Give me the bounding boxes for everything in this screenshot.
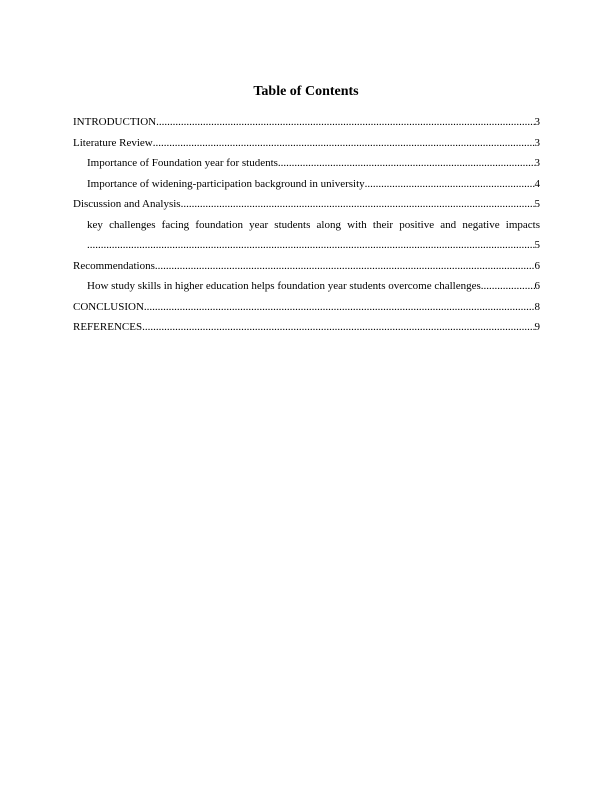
toc-entry-discussion-analysis[interactable]: [73, 194, 540, 215]
toc-entry-page: 8: [534, 300, 540, 313]
toc-entry-page: 6: [534, 259, 540, 272]
toc-entry-label: Recommendations: [73, 259, 155, 272]
toc-entry-page: 9: [534, 321, 540, 333]
toc-entry-label: How study skills in higher education helps foundation year students overcome challenges: [87, 280, 481, 292]
toc-entry-recommendations[interactable]: [73, 256, 540, 277]
toc-entry-label: Importance of widening-participation background in university: [87, 177, 365, 190]
toc-dot-leader: [481, 276, 535, 297]
toc-dot-leader: [181, 194, 535, 215]
toc-entry-label: REFERENCES: [73, 321, 143, 333]
toc-dot-leader: [365, 174, 535, 195]
toc-entry-label: key challenges facing foundation year students along with their positive and negative impacts: [87, 218, 540, 231]
toc-entry-page: 6: [534, 280, 540, 292]
toc-entry-label: Literature Review: [73, 136, 153, 149]
toc-entry-conclusion[interactable]: [73, 297, 540, 318]
toc-entry-label: Discussion and Analysis: [73, 198, 181, 210]
toc-entry-study-skills[interactable]: [73, 276, 540, 297]
toc-entry-label: CONCLUSION: [73, 300, 144, 313]
toc-entry-page: 3: [534, 157, 540, 169]
toc-entry-literature-review[interactable]: [73, 133, 540, 154]
table-of-contents: [73, 112, 540, 338]
toc-dot-leader: [153, 133, 535, 154]
toc-entry-key-challenges[interactable]: [73, 215, 540, 256]
toc-entry-importance-foundation-year[interactable]: [73, 153, 540, 174]
toc-entry-importance-widening-participation[interactable]: [73, 174, 540, 195]
toc-dot-leader: [278, 153, 535, 174]
toc-entry-page: 3: [534, 136, 540, 149]
toc-entry-page: 5: [534, 239, 540, 251]
toc-entry-label: Importance of Foundation year for students: [87, 157, 278, 169]
toc-entry-label: INTRODUCTION: [73, 116, 157, 128]
toc-entry-page: 4: [534, 177, 540, 190]
toc-entry-page: 3: [534, 116, 540, 128]
toc-entry-introduction[interactable]: [73, 112, 540, 133]
toc-title: Table of Contents: [253, 84, 359, 99]
toc-entry-page: 5: [534, 198, 540, 210]
toc-entry-continuation: [87, 235, 540, 256]
toc-dot-leader: [155, 256, 535, 277]
toc-dot-leader: [87, 235, 535, 256]
toc-dot-leader: [142, 317, 534, 338]
toc-entry-references[interactable]: [73, 317, 540, 338]
toc-dot-leader: [156, 112, 534, 133]
toc-dot-leader: [144, 297, 535, 318]
